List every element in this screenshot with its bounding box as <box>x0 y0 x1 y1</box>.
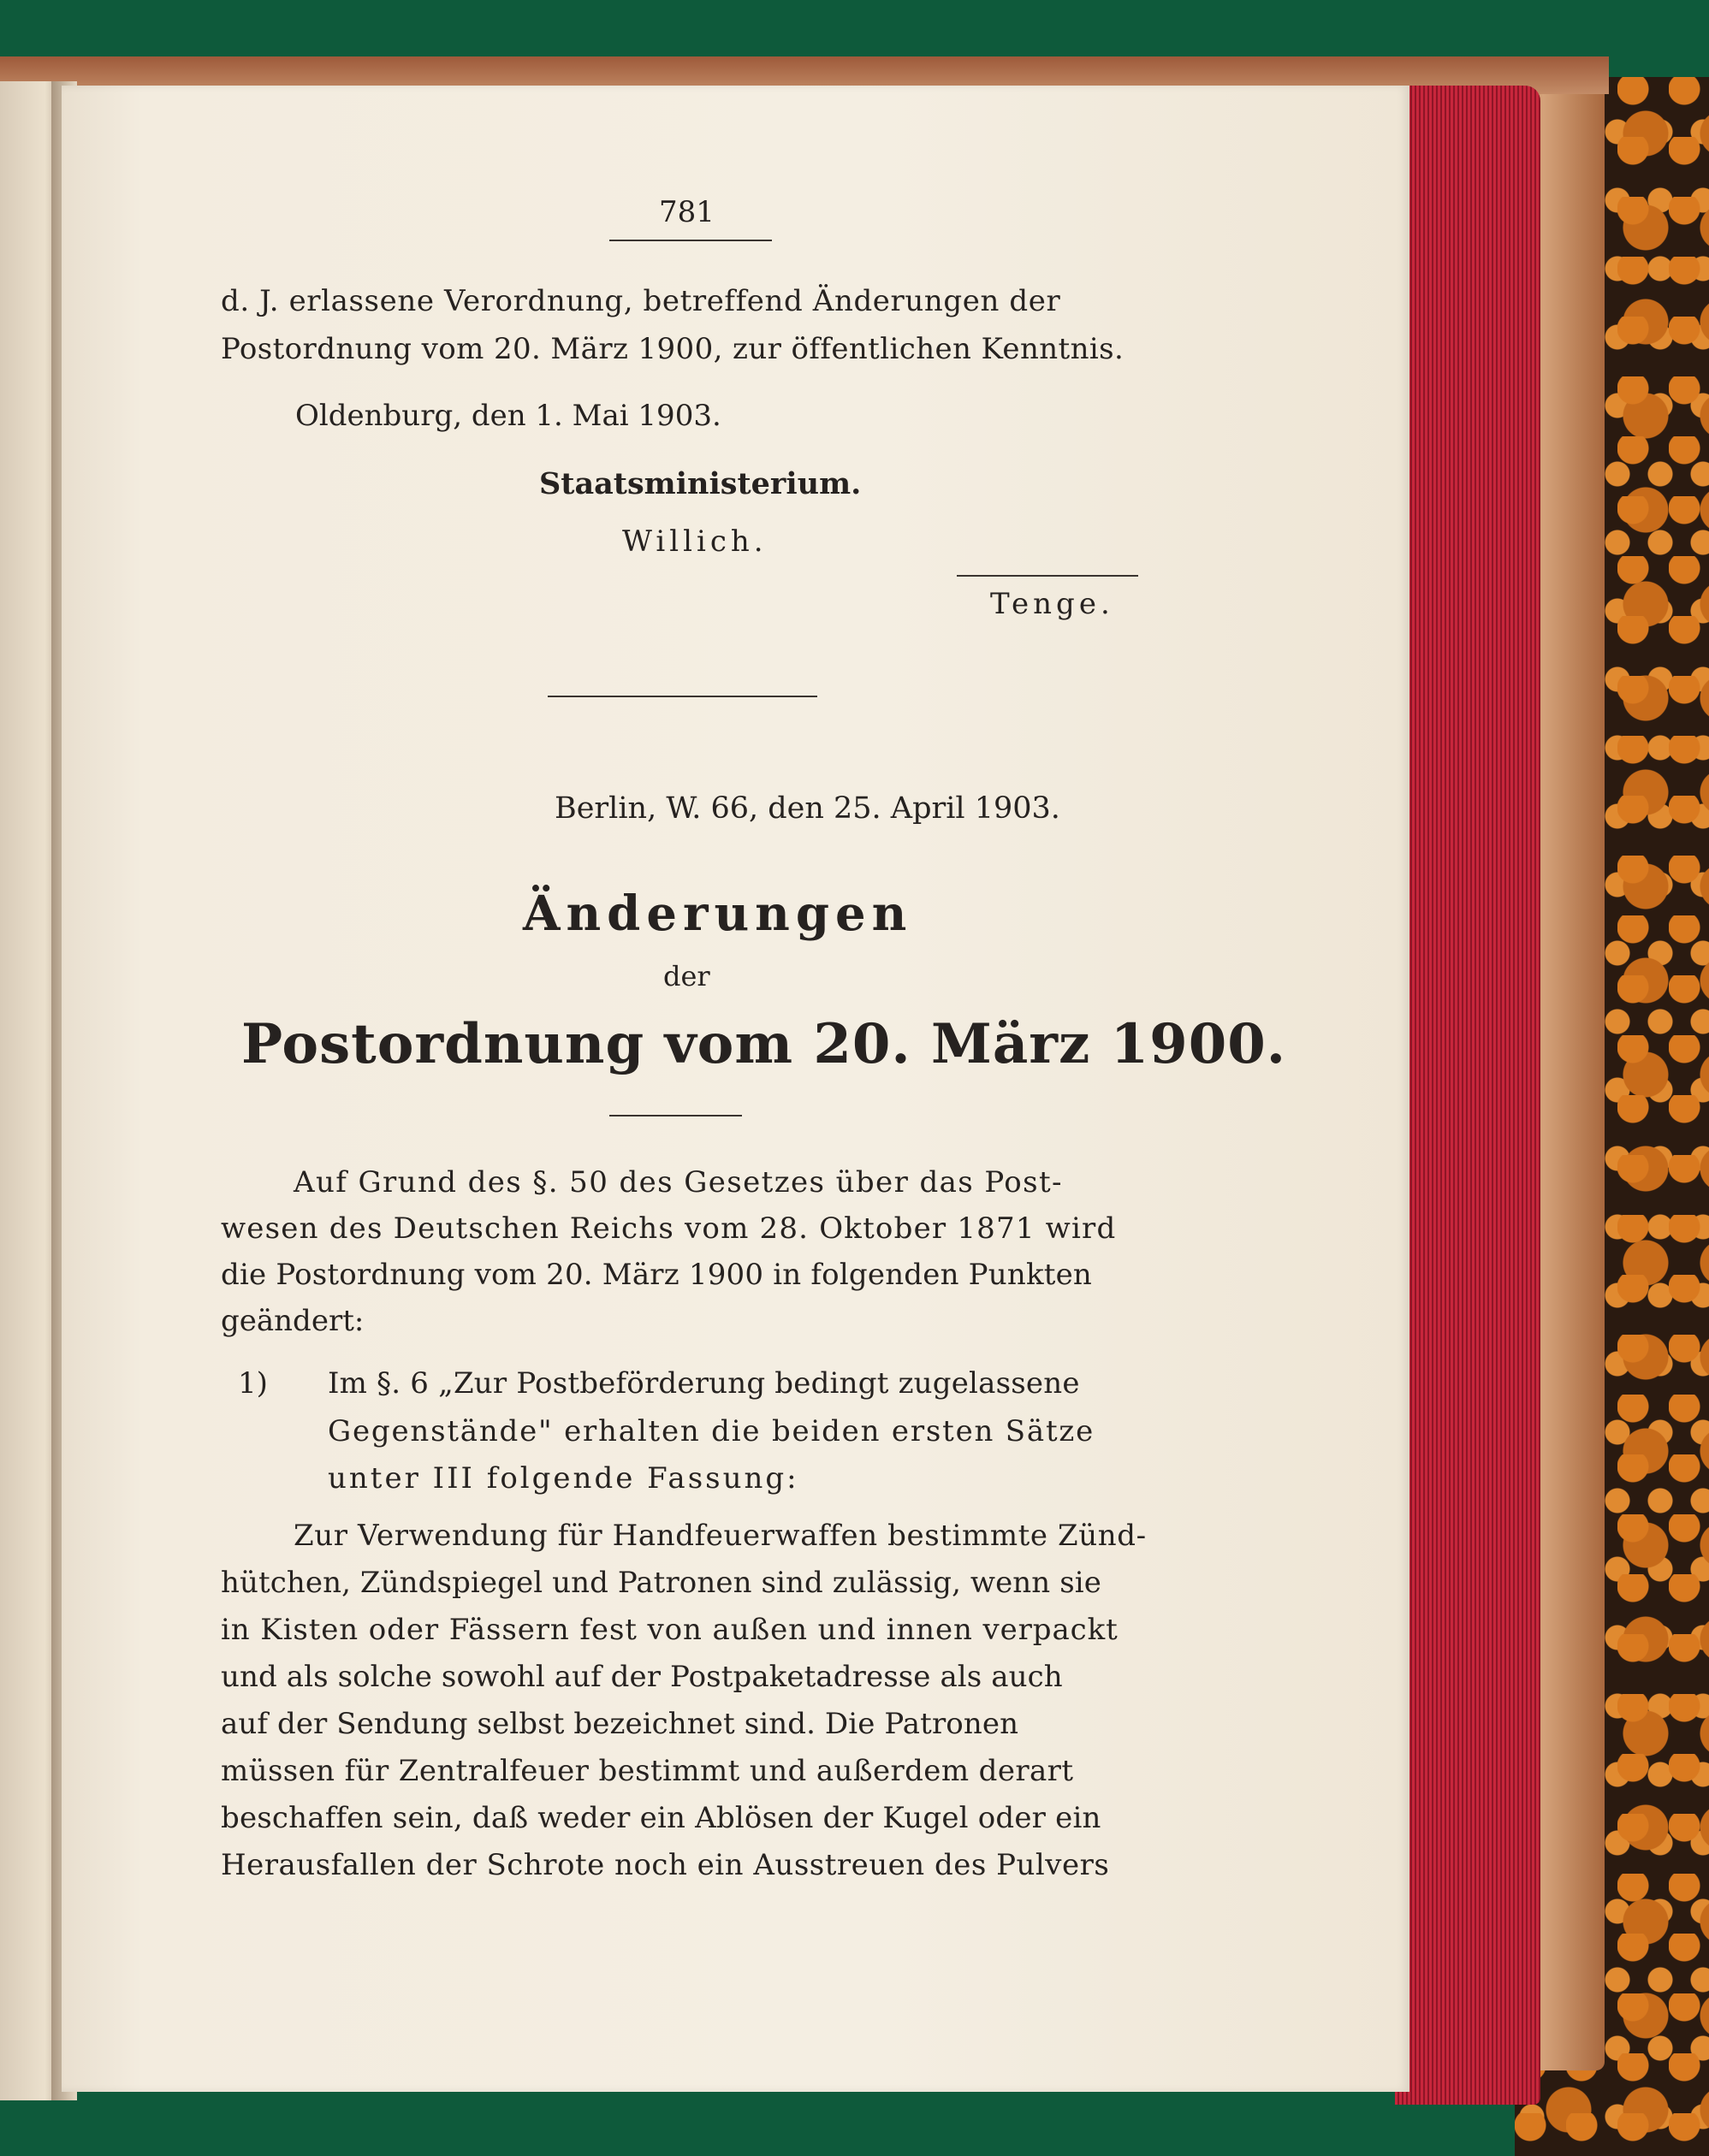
quote-line: hütchen, Zündspiegel und Patronen sind zulässig, wenn sie <box>221 1566 1101 1600</box>
ministry-heading: Staatsministerium. <box>539 466 862 501</box>
quote-line: und als solche sowohl auf der Postpaketadresse als auch <box>221 1660 1063 1694</box>
item-number: 1) <box>238 1366 268 1401</box>
item-line: unter III folgende Fassung: <box>328 1461 799 1496</box>
page-number-rule <box>609 240 772 241</box>
intro-line: Postordnung vom 20. März 1900, zur öffentlichen Kenntnis. <box>221 332 1124 366</box>
title-connector: der <box>663 960 710 992</box>
item-line: Gegenstände" erhalten die beiden ersten Sätze <box>328 1414 1095 1448</box>
body-line: geändert: <box>221 1304 365 1338</box>
page-number: 781 <box>659 195 715 229</box>
place-date-line: Berlin, W. 66, den 25. April 1903. <box>555 791 1060 826</box>
intro-line: d. J. erlassene Verordnung, betreffend Änderungen der <box>221 284 1061 318</box>
body-line: Auf Grund des §. 50 des Gesetzes über das Post- <box>294 1165 1063 1199</box>
main-subtitle: Postordnung vom 20. März 1900. <box>241 1012 1287 1076</box>
body-line: die Postordnung vom 20. März 1900 in folgenden Punkten <box>221 1258 1093 1292</box>
quote-line: auf der Sendung selbst bezeichnet sind. Die Patronen <box>221 1707 1019 1741</box>
date-line: Oldenburg, den 1. Mai 1903. <box>295 399 721 433</box>
signature-rule <box>957 575 1138 577</box>
quote-line: beschaffen sein, daß weder ein Ablösen der Kugel oder ein <box>221 1801 1101 1835</box>
signature-tenge: Tenge. <box>990 587 1114 621</box>
body-line: wesen des Deutschen Reichs vom 28. Oktober 1871 wird <box>221 1211 1117 1246</box>
signature-willich: Willich. <box>622 524 768 559</box>
section-divider <box>548 696 817 697</box>
quote-line: Herausfallen der Schrote noch ein Ausstreuen des Pulvers <box>221 1848 1110 1882</box>
quote-line: müssen für Zentralfeuer bestimmt und außerdem derart <box>221 1754 1074 1788</box>
document-page <box>62 86 1409 2092</box>
quote-line: in Kisten oder Fässern fest von außen und innen verpackt <box>221 1613 1119 1647</box>
quote-line: Zur Verwendung für Handfeuerwaffen bestimmte Zünd- <box>294 1519 1147 1553</box>
main-title: Änderungen <box>523 886 913 942</box>
title-rule <box>609 1115 742 1116</box>
red-page-edges <box>1395 86 1540 2105</box>
item-line: Im §. 6 „Zur Postbeförderung bedingt zugelassene <box>328 1366 1080 1401</box>
